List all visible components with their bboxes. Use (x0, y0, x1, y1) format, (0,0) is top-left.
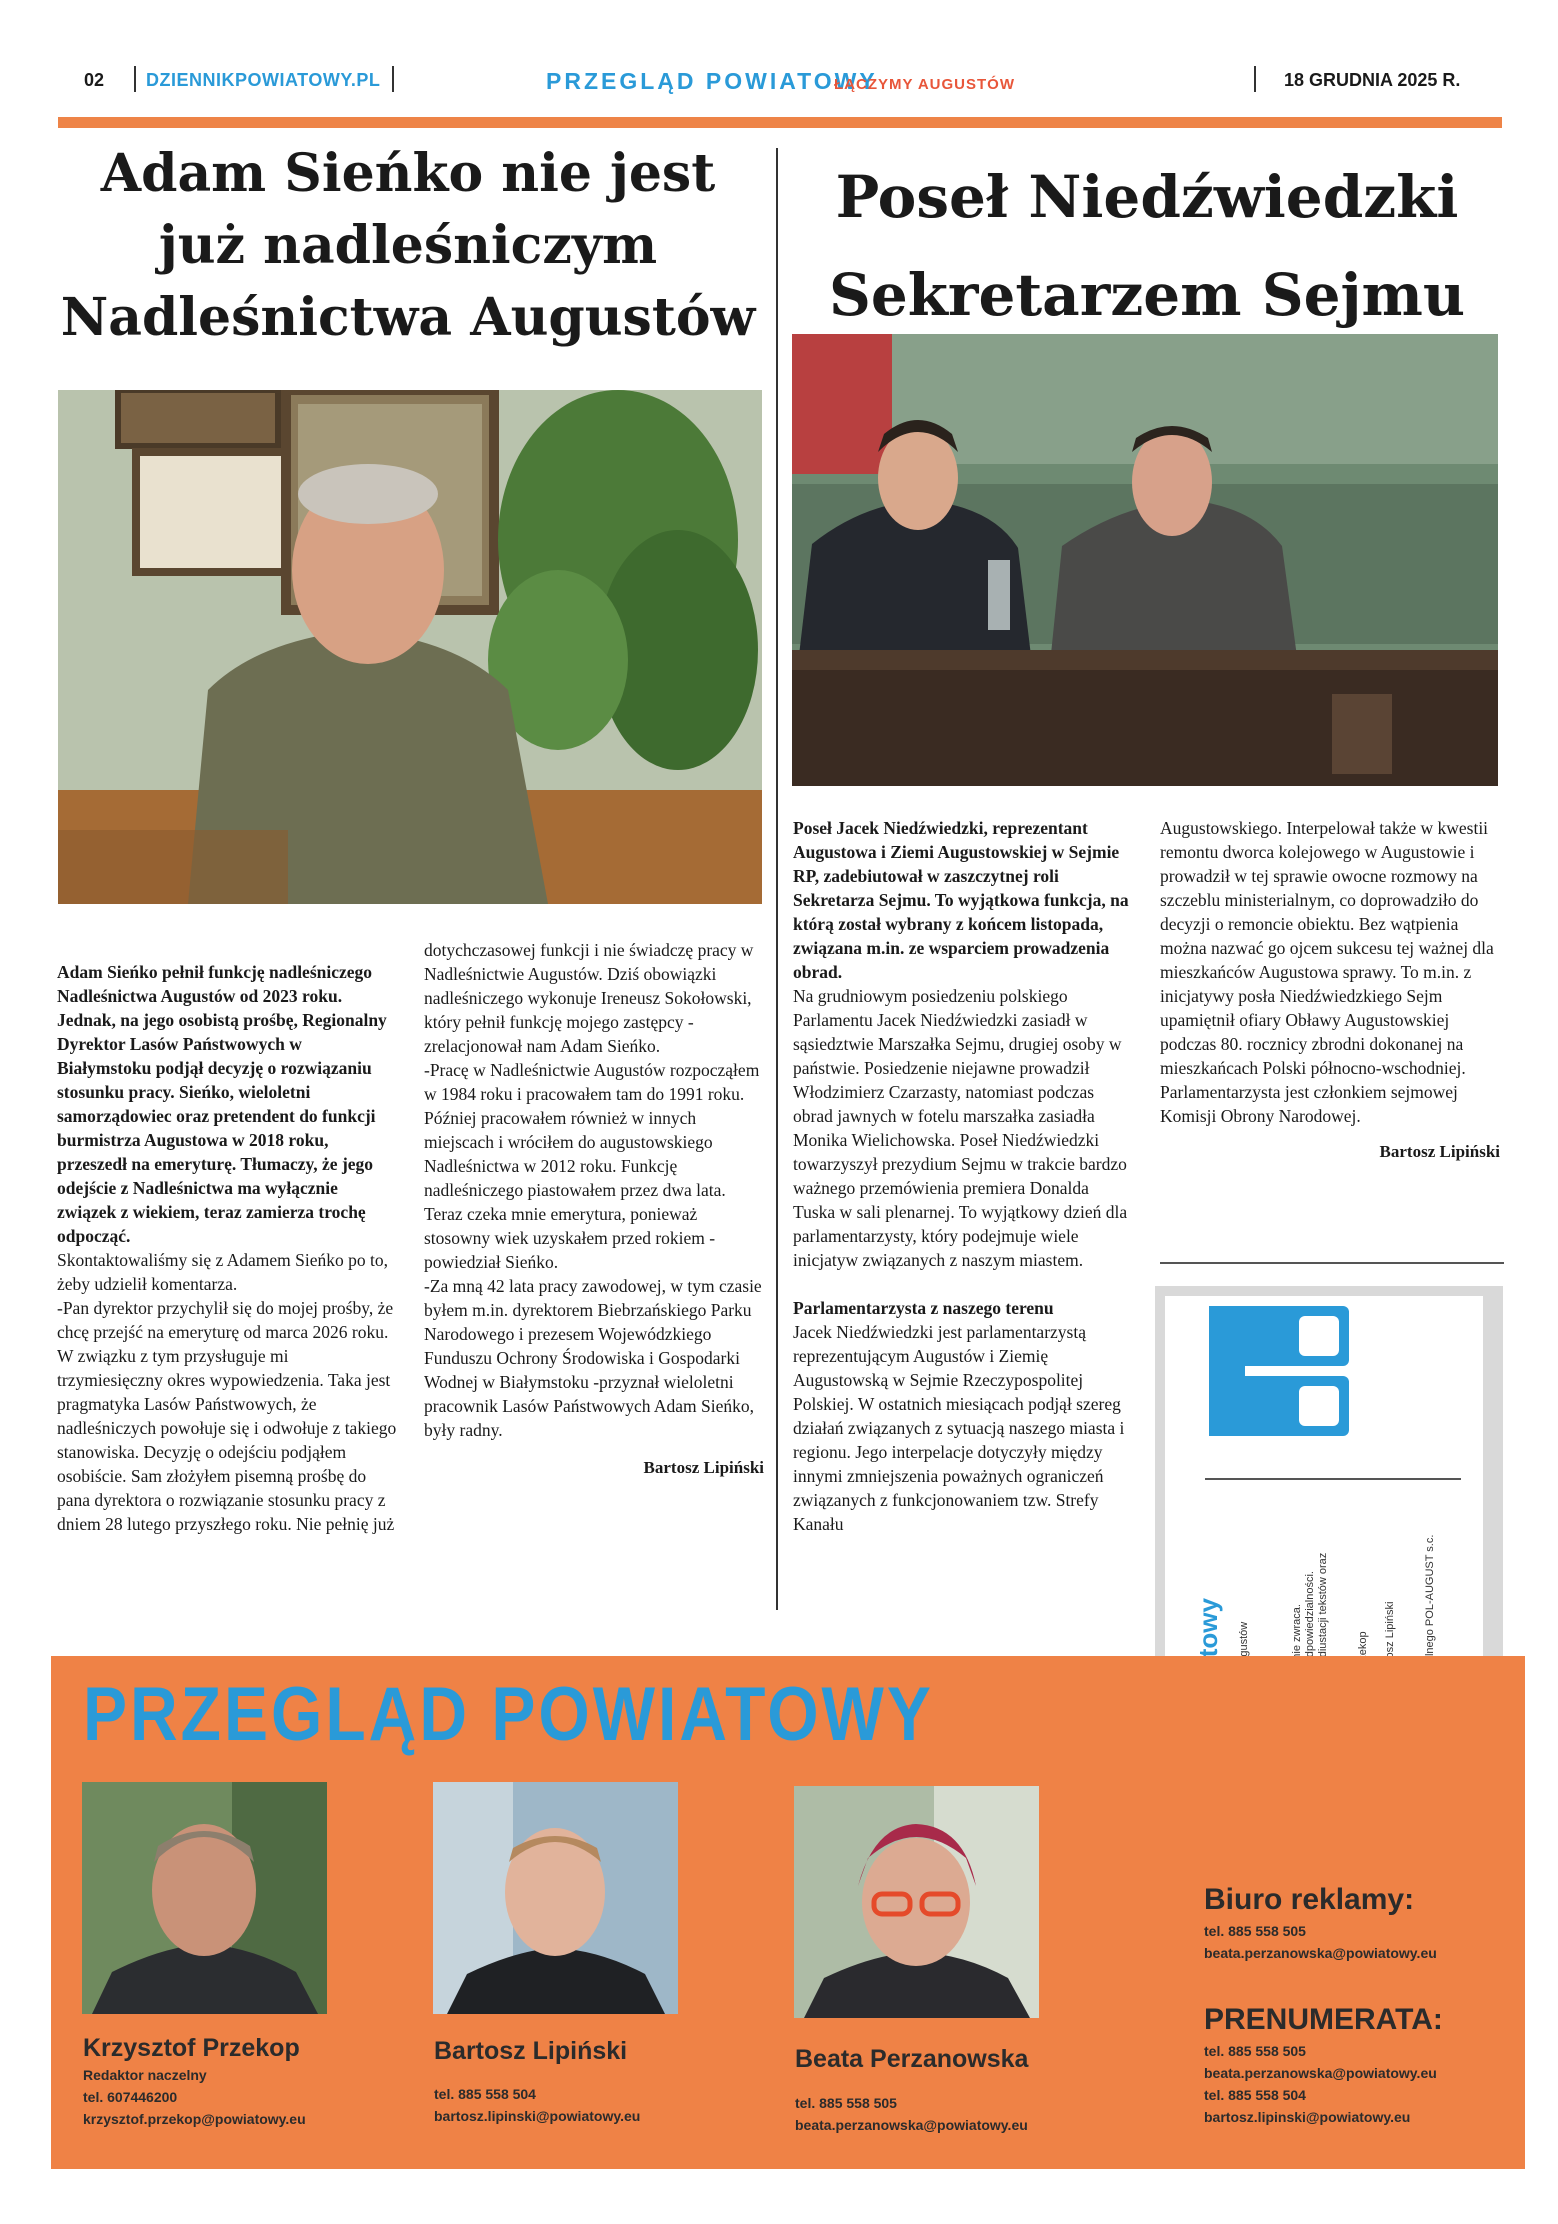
issue-date: 18 GRUDNIA 2025 R. (1284, 70, 1461, 90)
person-email[interactable]: krzysztof.przekop@powiatowy.eu (83, 2111, 306, 2127)
column-divider (776, 148, 778, 1610)
prenumerata-title: PRENUMERATA: (1204, 2003, 1443, 2036)
article-right-column-1 (793, 816, 1133, 1536)
biuro-email[interactable]: beata.perzanowska@powiatowy.eu (1204, 1945, 1437, 1961)
biuro-reklamy-contact (1204, 1920, 1437, 1964)
article-left-column-2 (424, 938, 764, 1480)
article-right-lead: Poseł Jacek Niedźwiedzki, reprezentant Augustowa i Ziemi Augustowskiej w Sejmie RP, zadebiutował w zaszczytnej roli Sekretarza Sejmu. To wyjątkowa funkcja, na którą został wybrany z końcem listopada, związana m.in. ze wsparciem prowadzenia obrad. (793, 818, 1129, 982)
biuro-phone: tel. 885 558 505 (1204, 1923, 1306, 1939)
top-orange-rule (58, 117, 1502, 128)
masthead-rule (1160, 1262, 1504, 1264)
person-contact (434, 2083, 640, 2127)
website-link[interactable]: DZIENNIKPOWIATOWY.PL (146, 70, 381, 90)
article-right-paragraph: Augustowskiego. Interpelował także w kwestii remontu dworca kolejowego w Augustowie i prowadził w tej sprawie owocne rozmowy na szczeblu ministerialnym, co doprowadziło do decyzji o remoncie obiektu. Bez wątpienia można nazwać go ojcem sukcesu tej ważnej dla mieszkańców Augustowa sprawy. To m.in. z inicjatywy posła Niedźwiedzkiego Sejm upamiętnił ofiary Obławy Augustowskiej podczas 80. rocznicy zbrodni dokonanej na mieszkańcach Polski północno-wschodniej. Parlamentarzysta jest członkiem sejmowej Komisji Obrony Narodowej. (1160, 818, 1494, 1126)
prenumerata-phone: tel. 885 558 504 (1204, 2087, 1306, 2103)
person-email[interactable]: bartosz.lipinski@powiatowy.eu (434, 2108, 641, 2124)
article-right-author: Bartosz Lipiński (1379, 1142, 1500, 1161)
avatar-beata-perzanowska (794, 1786, 1039, 2018)
article-right-paragraph: Jacek Niedźwiedzki jest parlamentarzystą reprezentującym Augustów i Ziemię Augustowską w Sejmie Rzeczypospolitej Polskiej. W ostatnich miesiącach podjął szereg działań związanych z sytuacją naszego miasta i regionu. Jego interpelacje dotyczyły między innymi zmniejszenia poważnych ograniczeń związanych z funkcjonowaniem tzw. Strefy Kanału (793, 1322, 1125, 1534)
person-phone: tel. 885 558 504 (434, 2086, 536, 2102)
article-left-author: Bartosz Lipiński (643, 1458, 764, 1477)
article-left-paragraph: dotychczasowej funkcji i nie świadczę pracy w Nadleśnictwie Augustów. Dziś obowiązki nadleśniczego wykonuje Ireneusz Sokołowski, który pełnił funkcję mojego zastępcy -zrelacjonował nam Adam Sieńko. (424, 940, 754, 1056)
header-divider (134, 66, 136, 92)
photo-sejm-presidium (792, 334, 1498, 786)
person-name: Krzysztof Przekop (83, 2034, 300, 2062)
person-email[interactable]: beata.perzanowska@powiatowy.eu (795, 2117, 1028, 2133)
biuro-reklamy-title: Biuro reklamy: (1204, 1883, 1415, 1916)
header-brand: PRZEGLĄD POWIATOWY (546, 68, 878, 94)
person-name: Beata Perzanowska (795, 2045, 1029, 2073)
person-contact (83, 2064, 306, 2130)
person-contact (795, 2092, 1028, 2136)
avatar-krzysztof-przekop (82, 1782, 327, 2014)
article-left-paragraph: -Pracę w Nadleśnictwie Augustów rozpocząłem w 1984 roku i pracowałem tam do 1991 roku. Później pracowałem również w innych miejscach i wróciłem do augustowskiego Nadleśnictwa w 2012 roku. Funkcję nadleśniczego piastowałem przez dwa lata. Teraz czeka mnie emerytura, ponieważ stosowny wiek uzyskałem przed rokiem -powiedział Sieńko. (424, 1060, 760, 1272)
article-right-column-2 (1160, 816, 1500, 1164)
header-divider (1254, 66, 1256, 92)
prenumerata-email[interactable]: beata.perzanowska@powiatowy.eu (1204, 2065, 1437, 2081)
headline-left: Adam Sieńko nie jest już nadleśniczym Nadleśnictwa Augustów (60, 143, 756, 348)
avatar-bartosz-lipinski (433, 1782, 678, 2014)
article-left-lead: Adam Sieńko pełnił funkcję nadleśniczego Nadleśnictwa Augustów od 2023 roku. Jednak, na jego osobistą prośbę, Regionalny Dyrektor Lasów Państwowych w Białymstoku podjął decyzję o rozwiązaniu stosunku pracy. Sieńko, wieloletni samorządowiec oraz pretendent do funkcji burmistrza Augustowa w 2018 roku, przeszedł na emeryturę. Tłumaczy, że jego odejście z Nadleśnictwa ma wyłącznie związek z wiekiem, teraz zamierza trochę odpocząć. (57, 962, 387, 1246)
page-number: 02 (84, 70, 105, 90)
pp-logo-icon (1209, 1306, 1349, 1436)
article-left-paragraph: -Pan dyrektor przychylił się do mojej prośby, że chcę przejść na emeryturę od marca 2026 roku. W związku z tym przysługuje mi trzymiesięczny okres wypowiedzenia. Taka jest pragmatyka Lasów Państwowych, że nadleśniczych powołuje się i odwołuje z takiego stanowiska. Decyzję o odejściu podjąłem osobiście. Sam złożyłem pisemną prośbę do pana dyrektora o rozwiązanie stosunku pracy z dniem 28 lutego przyszłego roku. Nie pełnię już (57, 1298, 397, 1534)
prenumerata-email[interactable]: bartosz.lipinski@powiatowy.eu (1204, 2109, 1411, 2125)
headline-right: Poseł Niedźwiedzki Sekretarzem Sejmu (828, 163, 1466, 329)
masthead-divider (1205, 1478, 1461, 1480)
header-slogan: ŁĄCZYMY AUGUSTÓW (834, 76, 1015, 93)
person-phone: tel. 885 558 505 (795, 2095, 897, 2111)
person-name: Bartosz Lipiński (434, 2037, 628, 2065)
prenumerata-phone: tel. 885 558 505 (1204, 2043, 1306, 2059)
person-role: Redaktor naczelny (83, 2067, 207, 2083)
footer-brand: PRZEGLĄD POWIATOWY (83, 1671, 934, 1757)
person-phone: tel. 607446200 (83, 2089, 178, 2105)
header-divider (392, 66, 394, 92)
article-left-paragraph: Skontaktowaliśmy się z Adamem Sieńko po to, żeby udzielił komentarza. (57, 1250, 389, 1294)
prenumerata-contact (1204, 2040, 1437, 2128)
article-right-subhead: Parlamentarzysta z naszego terenu (793, 1298, 1054, 1318)
article-right-paragraph: Na grudniowym posiedzeniu polskiego Parlamentu Jacek Niedźwiedzki zasiadł w sąsiedztwie Marszałka Sejmu, drugiej osoby w państwie. Posiedzenie niejawne prowadził Włodzimierz Czarzasty, natomiast podczas obrad jawnych w fotelu marszałka zasiadła Monika Wielichowska. Poseł Niedźwiedzki towarzyszył prezydium Sejmu w trakcie bardzo ważnego przemówienia premiera Donalda Tuska w sali plenarnej. To wyjątkowy dzień dla parlamentarzysty, który podejmuje wiele inicjatyw związanych z naszym miastem. (793, 986, 1128, 1270)
article-left-column-1 (57, 960, 397, 1536)
photo-adam-sienko (58, 390, 762, 904)
article-left-paragraph: -Za mną 42 lata pracy zawodowej, w tym czasie byłem m.in. dyrektorem Biebrzańskiego Parku Narodowego i prezesem Wojewódzkiego Funduszu Ochrony Środowiska i Gospodarki Wodnej w Białymstoku -przyznał wieloletni pracownik Lasów Państwowych Adam Sieńko, były radny. (424, 1276, 762, 1440)
